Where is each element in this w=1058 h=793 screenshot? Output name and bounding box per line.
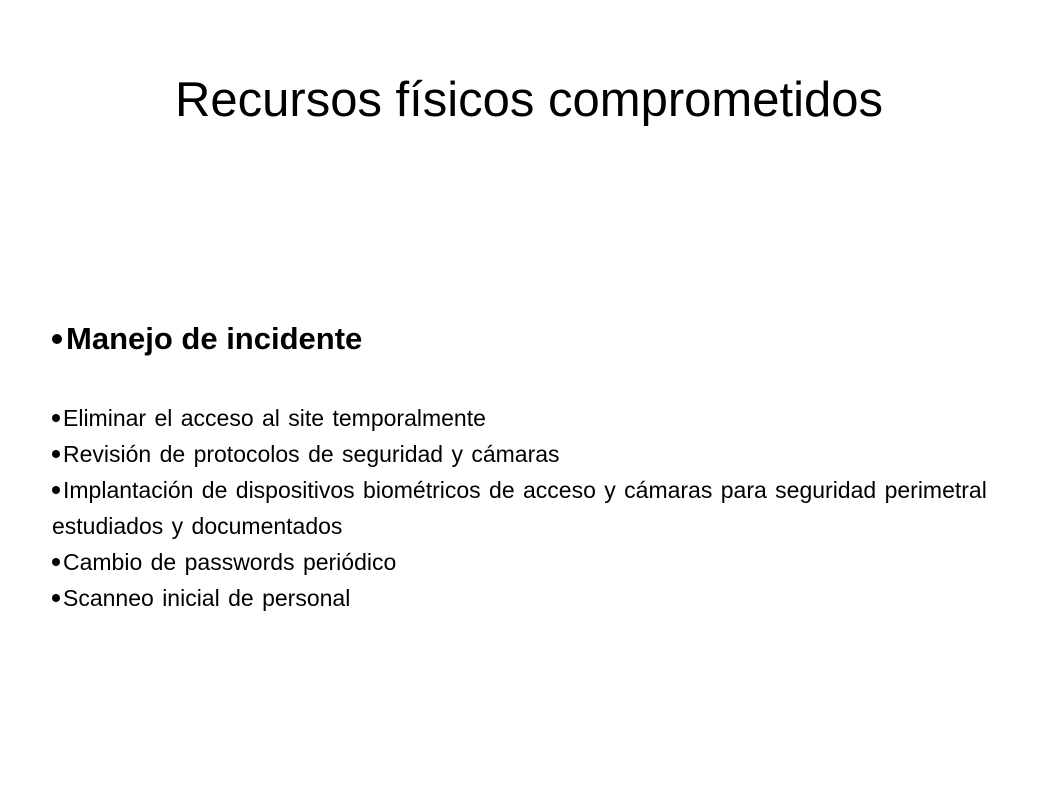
slide-title: Recursos físicos comprometidos xyxy=(174,73,883,127)
list-item-text: Scanneo inicial de personal xyxy=(63,585,351,611)
bullet-icon xyxy=(52,450,60,458)
list-item xyxy=(52,472,1012,544)
bullet-icon xyxy=(52,414,60,422)
list-item-text: Implantación de dispositivos biométricos de acceso y cámaras para seguridad perimetral estudiados y documentados xyxy=(52,477,987,539)
section-heading xyxy=(52,319,362,359)
section-heading-text: Manejo de incidente xyxy=(66,321,363,356)
list-item xyxy=(52,400,1012,436)
bullet-icon xyxy=(52,594,60,602)
list-item xyxy=(52,544,1012,580)
list-item-text: Cambio de passwords periódico xyxy=(63,549,397,575)
bullet-icon xyxy=(52,334,62,344)
list-item-text: Eliminar el acceso al site temporalmente xyxy=(63,405,486,431)
bullet-list xyxy=(52,400,1012,616)
bullet-icon xyxy=(52,486,60,494)
list-item xyxy=(52,580,1012,616)
list-item xyxy=(52,436,1012,472)
list-item-text: Revisión de protocolos de seguridad y cámaras xyxy=(63,441,560,467)
bullet-icon xyxy=(52,558,60,566)
